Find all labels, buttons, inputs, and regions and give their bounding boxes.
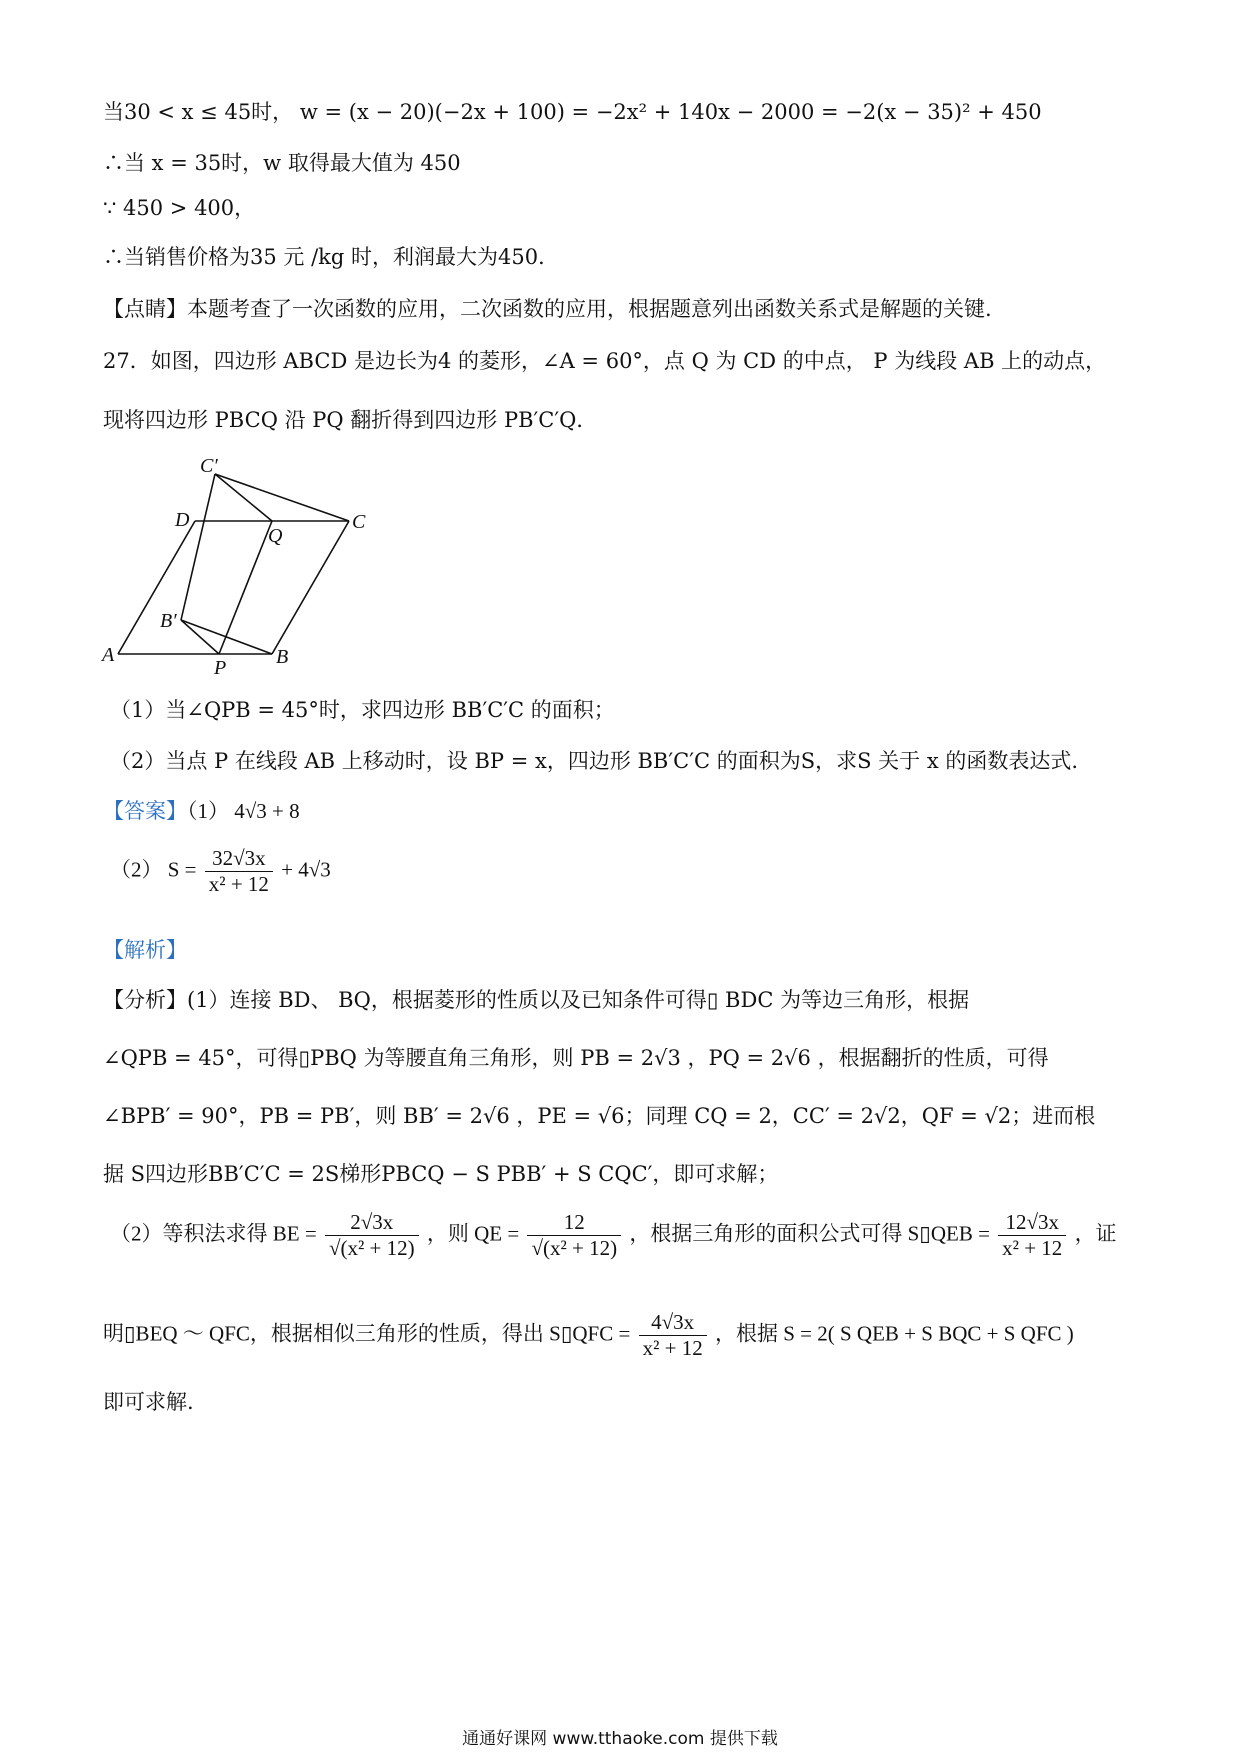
answer-2-line <box>110 848 331 895</box>
fraction-S-QEB-numerator: 12√3x <box>998 1212 1066 1236</box>
analysis-line-4: 据 S四边形BB′C′C = 2S梯形PBCQ − S PBB′ + S CQC′，即可求解； <box>103 1162 779 1186</box>
segment-C1C <box>215 474 349 521</box>
segment-PQ <box>219 521 272 654</box>
analysis-line-1: 【分析】(1）连接 BD、 BQ，根据菱形的性质以及已知条件可得▯ BDC 为等边三角形，根据 <box>103 988 970 1012</box>
answer-2-denominator: x² + 12 <box>208 872 269 896</box>
analysis-part-2-line-1 <box>110 1212 1117 1259</box>
answer-label: 【答案】 <box>103 799 187 823</box>
label-B: B <box>276 646 289 668</box>
line-conclusion: ∴当销售价格为35 元 /kg 时，利润最大为450． <box>103 245 560 269</box>
analysis-2-text-c: ，根据三角形的面积公式可得 S▯QEB = <box>629 1221 990 1246</box>
line-comment: 【点睛】本题考查了一次函数的应用，二次函数的应用，根据题意列出函数关系式是解题的关键. <box>103 297 992 321</box>
answer-1: （1） 4√3 + 8 <box>187 799 300 823</box>
analysis-final: 即可求解. <box>103 1390 194 1414</box>
analysis-2-text-e: 明▯BEQ ～ QFC，根据相似三角形的性质，得出 S▯QFC = <box>103 1321 631 1346</box>
line-comparison: ∵ 450 > 400， <box>103 196 256 220</box>
analysis-line-3: ∠BPB′ = 90°，PB = PB′，则 BB′ = 2√6 ，PE = √6；同理 CQ = 2，CC′ = 2√2，QF = √2；进而根 <box>103 1104 1096 1128</box>
fraction-QE-denominator: √(x² + 12) <box>531 1236 618 1260</box>
problem-27-statement-2: 现将四边形 PBCQ 沿 PQ 翻折得到四边形 PB′C′Q． <box>103 408 598 432</box>
answer-1-line <box>103 799 300 824</box>
analysis-line-2: ∠QPB = 45°，可得▯PBQ 为等腰直角三角形，则 PB = 2√3 ，PQ = 2√6 ，根据翻折的性质，可得 <box>103 1046 1049 1070</box>
fraction-S-QFC-numerator: 4√3x <box>639 1312 707 1336</box>
subquestion-2: （2）当点 P 在线段 AB 上移动时，设 BP = x，四边形 BB′C′C 的面积为S，求S 关于 x 的函数表达式. <box>110 749 1079 773</box>
label-D: D <box>175 509 190 531</box>
fraction-S-QFC <box>639 1312 707 1359</box>
analysis-2-text-d: ，证 <box>1074 1221 1117 1246</box>
label-Q: Q <box>268 525 283 547</box>
label-P: P <box>214 657 227 679</box>
analysis-2-text-a: （2）等积法求得 BE = <box>110 1221 317 1246</box>
fraction-S-QEB <box>998 1212 1066 1259</box>
label-A: A <box>102 644 115 666</box>
fraction-BE <box>325 1212 419 1259</box>
segment-C1B1 <box>181 474 215 620</box>
analysis-part-2-line-2 <box>103 1312 1074 1359</box>
label-C: C <box>352 511 366 533</box>
line-piecewise-case: 当30 < x ≤ 45时， w = (x − 20)(−2x + 100) = −2x² + 140x − 2000 = −2(x − 35)² + 450 <box>103 100 1042 124</box>
segment-AD <box>118 521 195 654</box>
problem-27-statement: 27．如图，四边形 ABCD 是边长为4 的菱形，∠A = 60°，点 Q 为 CD 的中点， P 为线段 AB 上的动点， <box>103 349 1107 373</box>
fraction-QE-numerator: 12 <box>527 1212 621 1236</box>
fraction-BE-denominator: √(x² + 12) <box>328 1236 415 1260</box>
segment-C1Q <box>215 474 272 521</box>
answer-2-fraction <box>205 848 273 895</box>
rhombus-figure <box>100 450 400 680</box>
label-C-prime: C′ <box>200 455 218 477</box>
segment-B1B <box>181 620 272 654</box>
analysis-2-text-b: ，则 QE = <box>426 1221 520 1246</box>
label-B-prime: B′ <box>160 610 177 632</box>
answer-2-numerator: 32√3x <box>205 848 273 872</box>
analysis-label: 【解析】 <box>103 938 187 962</box>
fraction-S-QEB-denominator: x² + 12 <box>1002 1236 1063 1260</box>
analysis-2-text-f: ，根据 S = 2( S QEB + S BQC + S QFC ) <box>714 1321 1074 1346</box>
line-max-value: ∴当 x = 35时，w 取得最大值为 450 <box>103 151 461 175</box>
segment-BC <box>272 521 349 654</box>
fraction-S-QFC-denominator: x² + 12 <box>642 1336 703 1360</box>
fraction-QE <box>527 1212 621 1259</box>
answer-2-suffix: + 4√3 <box>281 857 331 882</box>
page-footer: 通通好课网 www.tthaoke.com 提供下载 <box>462 1729 778 1749</box>
fraction-BE-numerator: 2√3x <box>325 1212 419 1236</box>
subquestion-1: （1）当∠QPB = 45°时，求四边形 BB′C′C 的面积； <box>110 698 615 722</box>
answer-2-prefix: （2） S = <box>110 857 197 882</box>
segment-B1P <box>181 620 219 654</box>
